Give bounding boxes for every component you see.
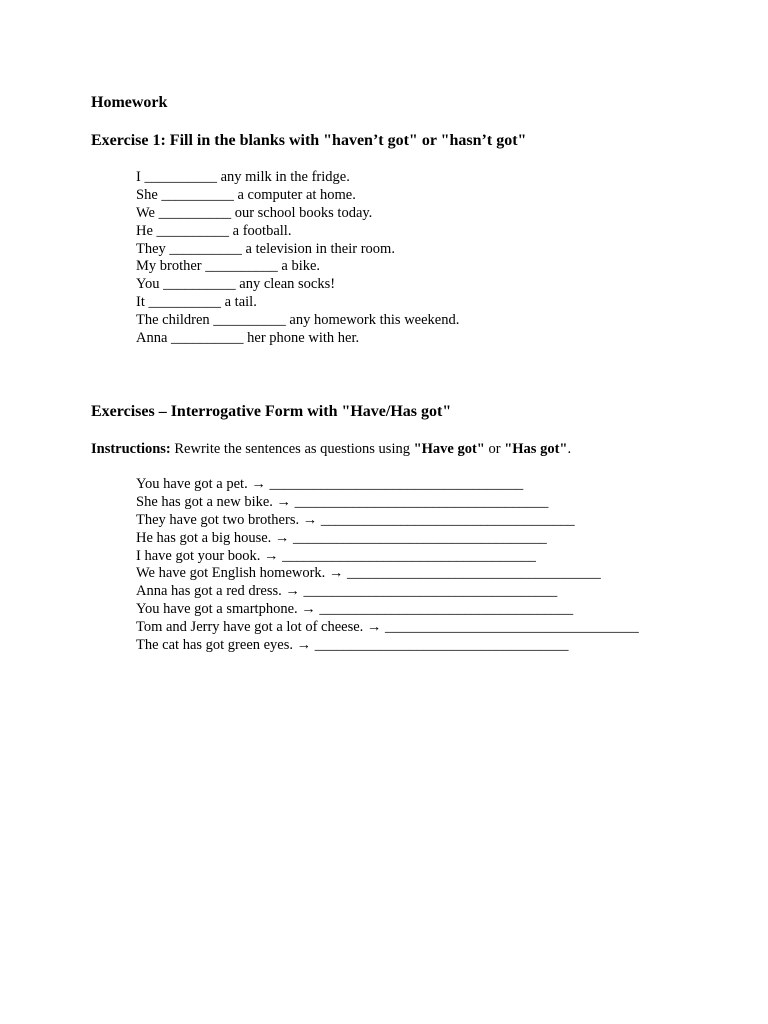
item-text: They have got two brothers. → ___________________________________ (136, 511, 575, 528)
item-text: Tom and Jerry have got a lot of cheese. → ___________________________________ (136, 619, 639, 636)
item-text: They __________ a television in their room. (136, 240, 395, 257)
item-text: I __________ any milk in the fridge. (136, 169, 350, 185)
item-text: You have got a smartphone. → ___________________________________ (136, 601, 574, 618)
item-text: We __________ our school books today. (136, 204, 373, 221)
exercise-1-title: Exercise 1: Fill in the blanks with "haven’t got" or "hasn’t got" (91, 132, 527, 149)
item-text: She has got a new bike. → ___________________________________ (136, 493, 549, 510)
instructions-term-have-got: "Have got" (413, 441, 485, 457)
item-text: I have got your book. → ___________________________________ (136, 547, 536, 564)
item-text: We have got English homework. → ___________________________________ (136, 565, 601, 582)
instructions-term-has-got: "Has got" (504, 441, 568, 457)
instructions-text: Rewrite the sentences as questions using (170, 441, 414, 457)
item-text: Anna has got a red dress. → ___________________________________ (136, 583, 558, 600)
item-text: You __________ any clean socks! (136, 276, 336, 293)
instructions-label: Instructions: (91, 441, 171, 457)
item-text: She __________ a computer at home. (136, 186, 356, 203)
item-text: My brother __________ a bike. (136, 258, 321, 275)
item-text: You have got a pet. → ___________________________________ (136, 476, 524, 492)
document-title: Homework (91, 94, 168, 111)
instructions (91, 440, 571, 458)
exercise-2-title: Exercises – Interrogative Form with "Have/Has got" (91, 403, 452, 420)
item-text: He has got a big house. → ___________________________________ (136, 529, 547, 546)
item-text: Anna __________ her phone with her. (136, 330, 360, 347)
item-text: It __________ a tail. (136, 294, 257, 311)
instructions-text: or (484, 441, 505, 457)
item-text: The children __________ any homework this weekend. (136, 312, 460, 329)
item-text: The cat has got green eyes. → ___________________________________ (136, 637, 569, 654)
instructions-text: . (567, 441, 572, 457)
item-text: He __________ a football. (136, 222, 292, 239)
